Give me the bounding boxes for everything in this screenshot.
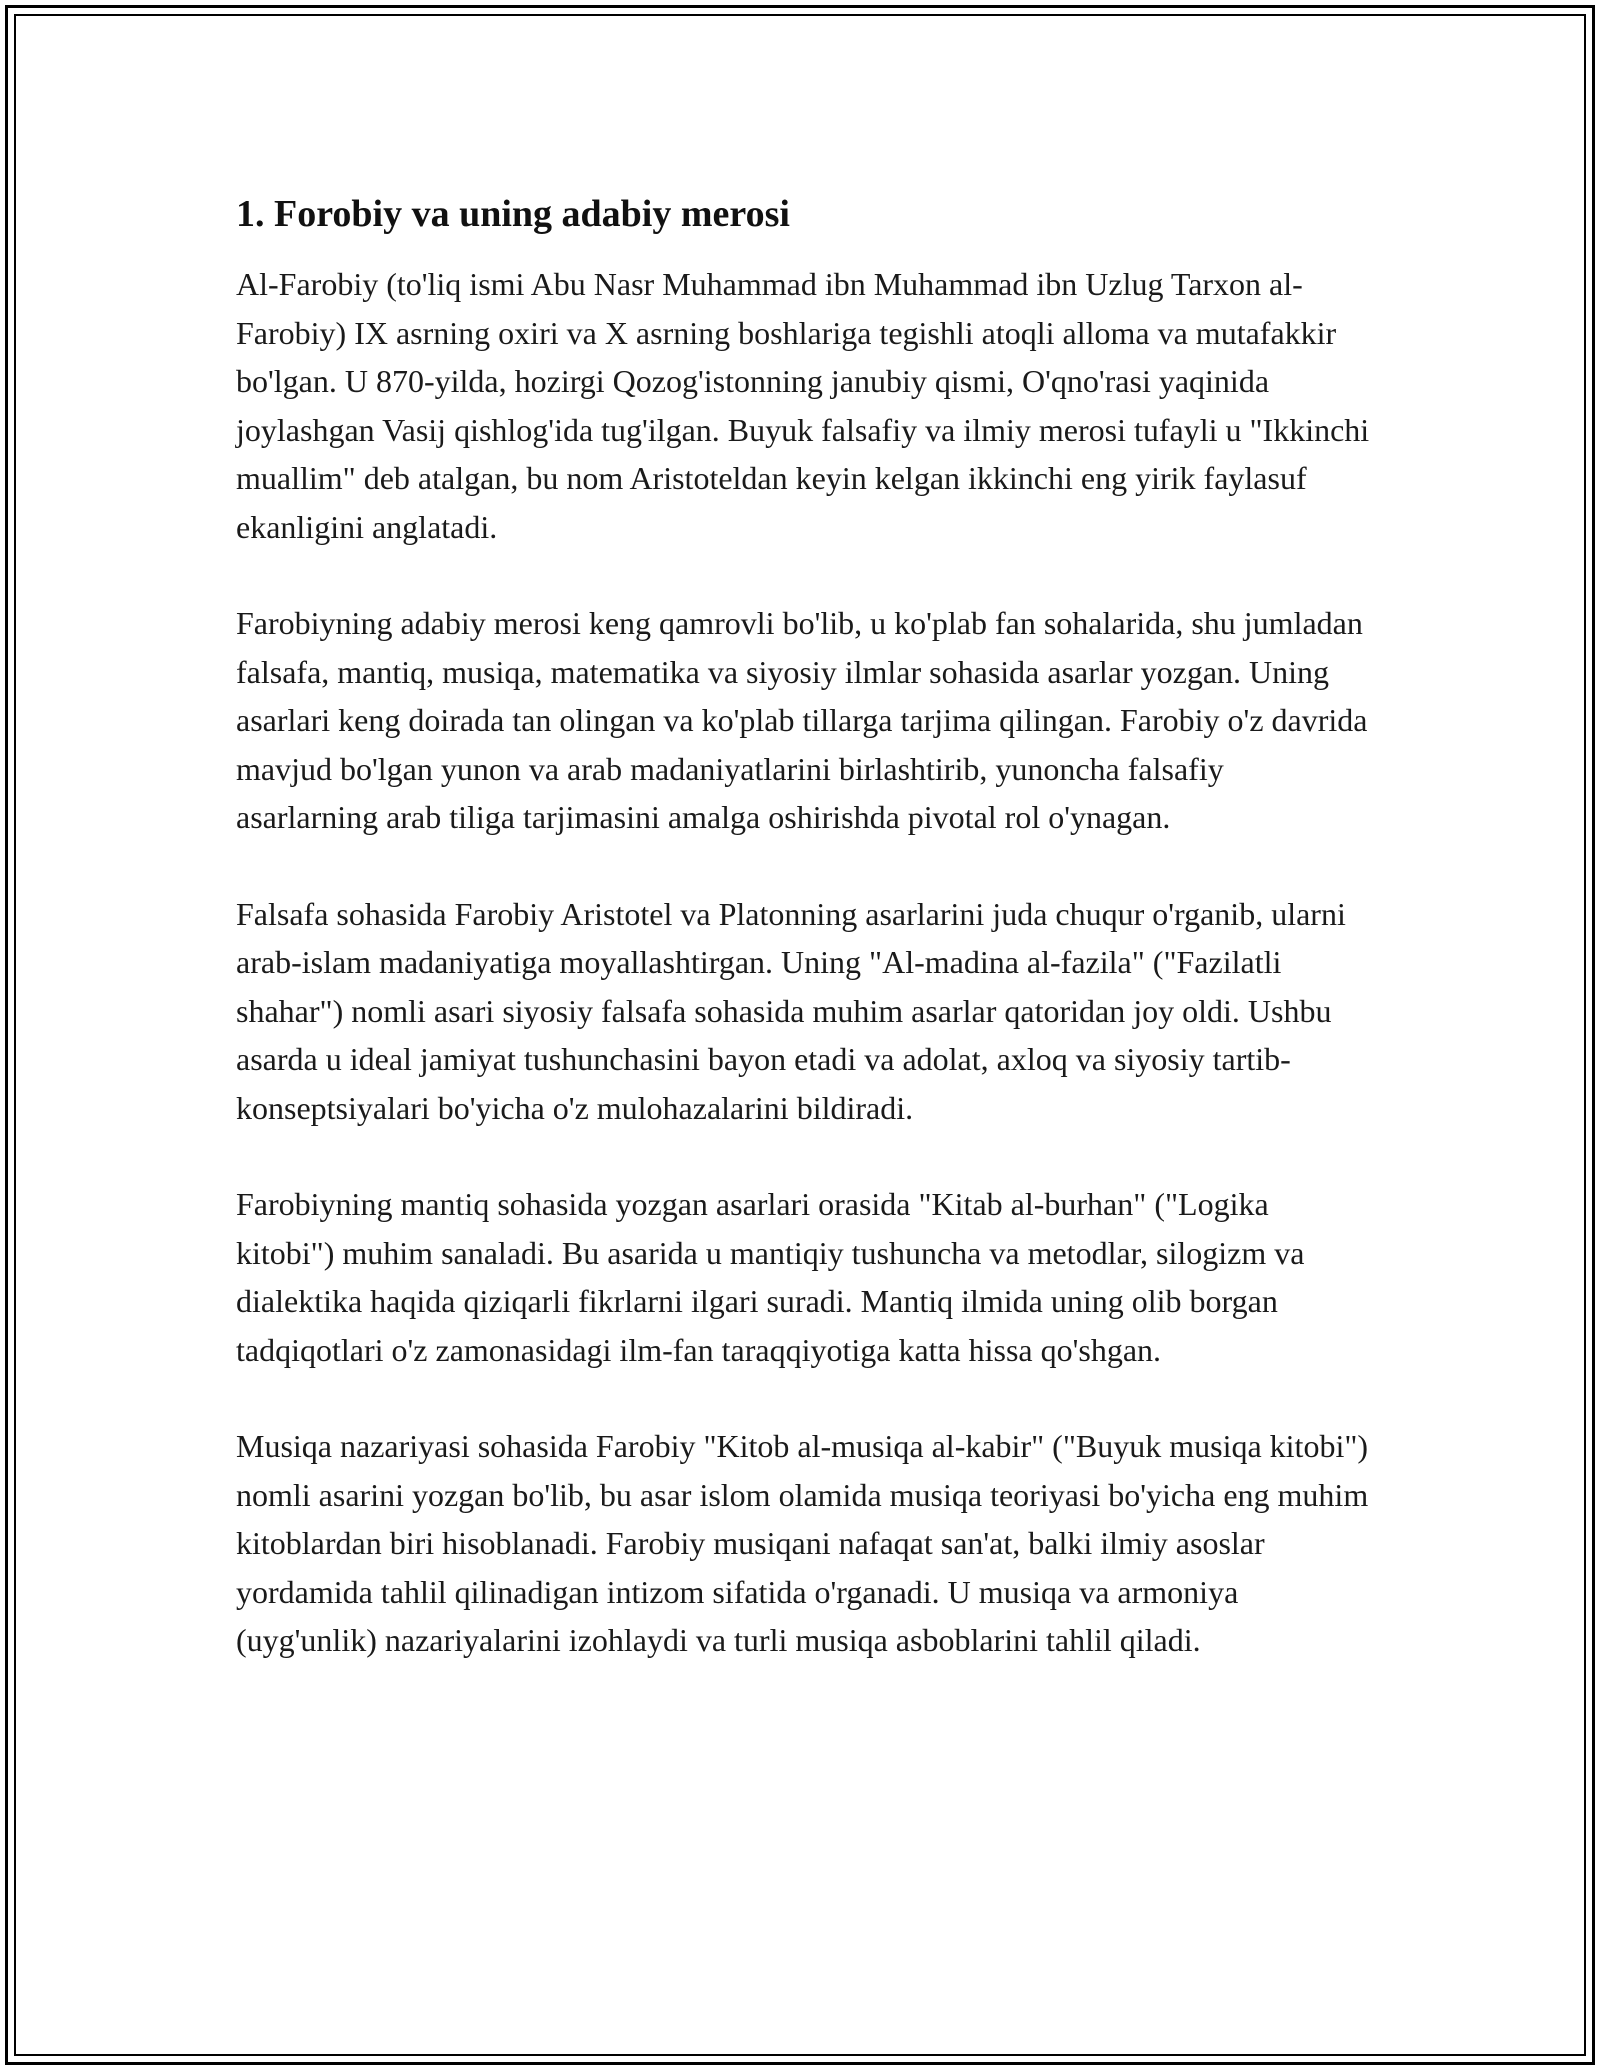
paragraph-philosophy: Falsafa sohasida Farobiy Aristotel va Platonning asarlarini juda chuqur o'rganib, ularni arab-islam madaniyatiga moyallashtirgan. Uning "Al-madina al-fazila" ("Fazilatli shahar") nomli asari siyosiy falsafa sohasida muhim asarlar qatoridan joy oldi. Ushbu asarda u ideal jamiyat tushunchasini bayon etadi va adolat, axloq va siyosiy tartib-konseptsiyalari bo'yicha o'z mulohazalarini bildiradi. xyxy=(236,895,1346,1126)
document-body xyxy=(236,190,1372,1713)
paragraph-music-theory: Musiqa nazariyasi sohasida Farobiy "Kitob al-musiqa al-kabir" ("Buyuk musiqa kitobi") nomli asarini yozgan bo'lib, bu asar islom olamida musiqa teoriyasi bo'yicha eng muhim kitoblardan biri hisoblanadi. Farobiy musiqani nafaqat san'at, balki ilmiy asoslar yordamida tahlil qilinadigan intizom sifatida o'rganadi. U musiqa va armoniya (uyg'unlik) nazariyalarini izohlaydi va turli musiqa asboblarini tahlil qiladi. xyxy=(236,1428,1369,1658)
paragraph-biography: Al-Farobiy (to'liq ismi Abu Nasr Muhammad ibn Muhammad ibn Uzlug Tarxon al-Farobiy) IX asrning oxiri va X asrning boshlariga tegishli atoqli alloma va mutafakkir bo'lgan. U 870-yilda, hozirgi Qozog'istonning janubiy qismi, O'qno'rasi yaqinida joylashgan Vasij qishlog'ida tug'ilgan. Buyuk falsafiy va ilmiy merosi tufayli u "Ikkinchi muallim" deb atalgan, bu nom Aristoteldan keyin kelgan ikkinchi eng yirik faylasuf ekanligini anglatadi. xyxy=(236,266,1370,545)
paragraph-literary-legacy: Farobiyning adabiy merosi keng qamrovli bo'lib, u ko'plab fan sohalarida, shu jumladan falsafa, mantiq, musiqa, matematika va siyosiy ilmlar sohasida asarlar yozgan. Uning asarlari keng doirada tan olingan va ko'plab tillarga tarjima qilingan. Farobiy o'z davrida mavjud bo'lgan yunon va arab madaniyatlarini birlashtirib, yunoncha falsafiy asarlarning arab tiliga tarjimasini amalga oshirishda pivotal rol o'ynagan. xyxy=(236,605,1368,835)
paragraph-logic: Farobiyning mantiq sohasida yozgan asarlari orasida "Kitab al-burhan" ("Logika kitobi") muhim sanaladi. Bu asarida u mantiqiy tushuncha va metodlar, silogizm va dialektika haqida qiziqarli fikrlarni ilgari suradi. Mantiq ilmida uning olib borgan tadqiqotlari o'z zamonasidagi ilm-fan taraqqiyotiga katta hissa qo'shgan. xyxy=(236,1186,1305,1368)
section-heading: 1. Forobiy va uning adabiy merosi xyxy=(236,193,790,235)
